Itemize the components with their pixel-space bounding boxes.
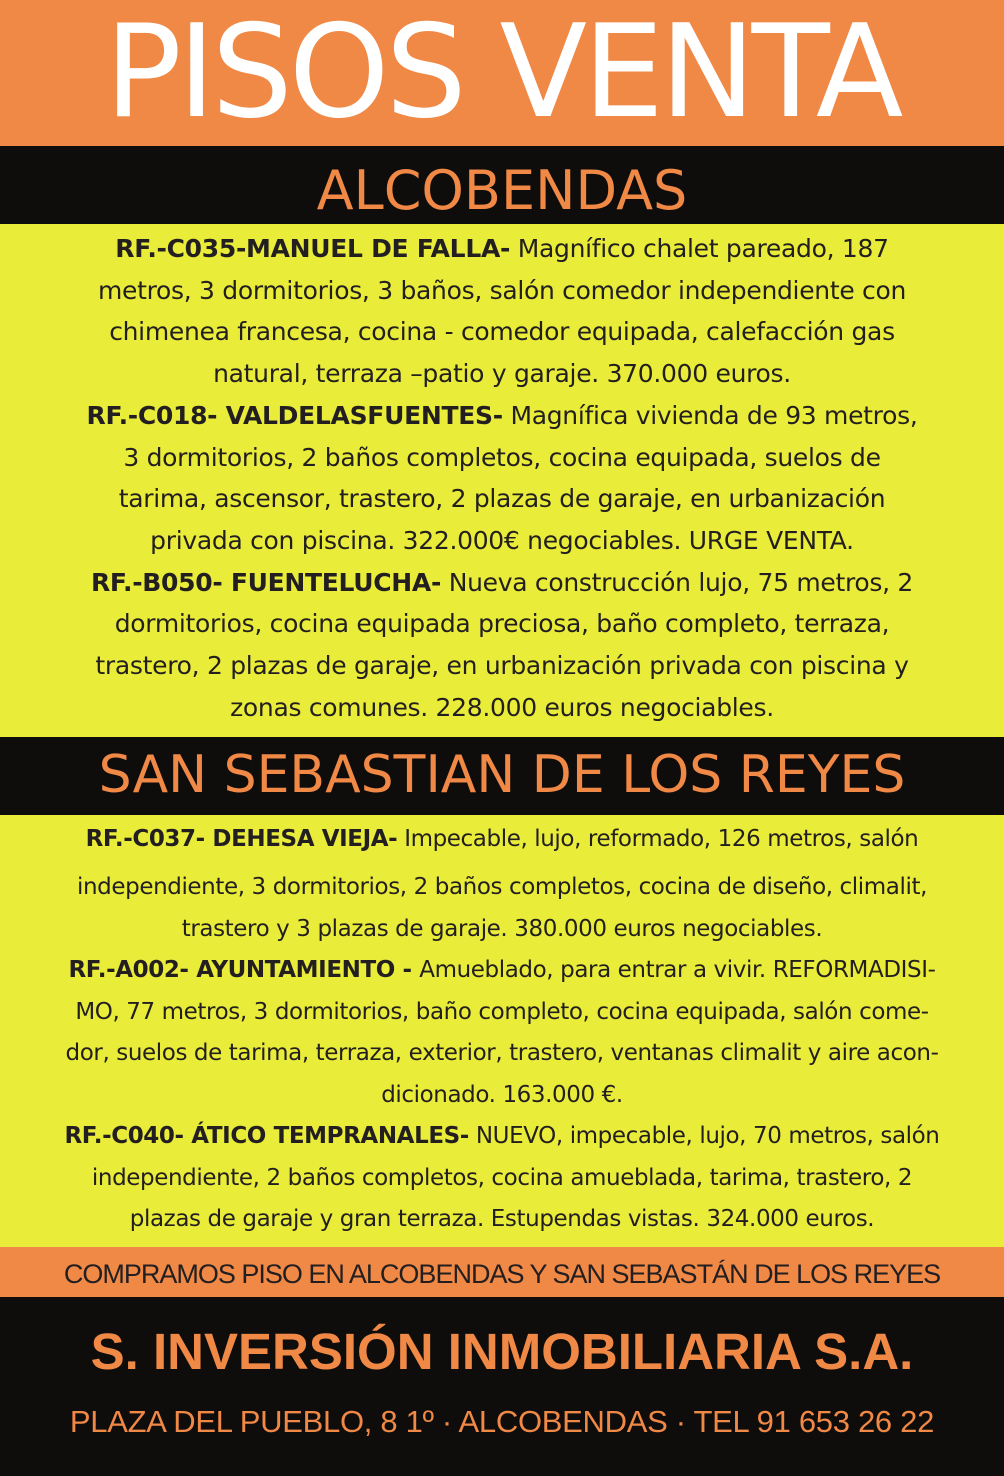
listing-line: tarima, ascensor, trastero, 2 plazas de garaje, en urbanización xyxy=(118,484,886,514)
listing-line xyxy=(24,228,980,270)
listings-alcobendas xyxy=(0,224,1004,737)
listing-line: natural, terraza –patio y garaje. 370.000 euros. xyxy=(213,359,791,389)
listing-ref: RF.-C018- VALDELASFUENTES- xyxy=(86,400,503,430)
listing-ref: RF.-C035-MANUEL DE FALLA- xyxy=(115,234,511,263)
listings-san-sebastian xyxy=(0,815,1004,1247)
section-heading-san-sebastian: SAN SEBASTIAN DE LOS REYES xyxy=(0,737,1004,815)
listing-text: Magnífica vivienda de 93 metros, xyxy=(502,400,918,430)
listing-line: MO, 77 metros, 3 dormitorios, baño completo, cocina equipada, salón come- xyxy=(75,998,929,1025)
listing xyxy=(24,562,980,729)
listing-text: NUEVO, impecable, lujo, 70 metros, salón xyxy=(468,1123,940,1149)
listing-line xyxy=(20,818,984,861)
listing-line: metros, 3 dormitorios, 3 baños, salón comedor independiente con xyxy=(97,275,907,305)
listing-text: Amueblado, para entrar a vivir. REFORMADISI- xyxy=(419,957,936,983)
listing-line xyxy=(20,1116,984,1158)
buy-notice: COMPRAMOS PISO EN ALCOBENDAS Y SAN SEBASTÁN DE LOS REYES xyxy=(0,1247,1004,1297)
listing-line: dicionado. 163.000 €. xyxy=(381,1081,623,1108)
listing-text: Impecable, lujo, reformado, 126 metros, salón xyxy=(397,826,919,852)
listing xyxy=(20,818,984,950)
listing-line: dormitorios, cocina equipada preciosa, baño completo, terraza, xyxy=(114,609,890,639)
listing-line: chimenea francesa, cocina - comedor equipada, calefacción gas xyxy=(109,317,895,347)
listing-line: plazas de garaje y gran terraza. Estupendas vistas. 324.000 euros. xyxy=(129,1206,875,1232)
listing-line: trastero, 2 plazas de garaje, en urbanización privada con piscina y xyxy=(95,651,909,681)
listing-line xyxy=(20,950,984,992)
listing xyxy=(20,950,984,1116)
listing xyxy=(24,228,980,395)
listing-line: 3 dormitorios, 2 baños completos, cocina equipada, suelos de xyxy=(123,442,881,472)
listing-line: privada con piscina. 322.000€ negociables. URGE VENTA. xyxy=(150,525,854,555)
footer xyxy=(0,1297,1004,1476)
listing-line xyxy=(24,562,980,604)
listing-ref: RF.-C040- ÁTICO TEMPRANALES- xyxy=(64,1123,469,1149)
listing xyxy=(24,395,980,562)
listing-line: independiente, 3 dormitorios, 2 baños completos, cocina de diseño, climalit, xyxy=(77,874,927,900)
listing-line: trastero y 3 plazas de garaje. 380.000 euros negociables. xyxy=(181,915,823,942)
listing-line: dor, suelos de tarima, terraza, exterior, trastero, ventanas climalit y aire acon- xyxy=(65,1040,939,1066)
listing-ref: RF.-A002- AYUNTAMIENTO - xyxy=(68,957,420,983)
listing-ref: RF.-B050- FUENTELUCHA- xyxy=(90,567,442,597)
listing-line: independiente, 2 baños completos, cocina amueblada, tarima, trastero, 2 xyxy=(91,1164,913,1191)
listing xyxy=(20,1116,984,1241)
listing-line xyxy=(24,395,980,437)
company-address: PLAZA DEL PUEBLO, 8 1º · ALCOBENDAS · TEL 91 653 26 22 xyxy=(69,1404,935,1439)
listing-ref: RF.-C037- DEHESA VIEJA- xyxy=(85,826,398,852)
listing-text: Nueva construcción lujo, 75 metros, 2 xyxy=(441,567,914,597)
listing-text: Magnífico chalet pareado, 187 xyxy=(510,234,889,263)
listing-line: zonas comunes. 228.000 euros negociables. xyxy=(230,692,774,722)
banner-title: PISOS VENTA xyxy=(0,0,1004,146)
company-name: S. INVERSIÓN INMOBILIARIA S.A. xyxy=(90,1323,914,1380)
section-heading-alcobendas: ALCOBENDAS xyxy=(0,146,1004,224)
